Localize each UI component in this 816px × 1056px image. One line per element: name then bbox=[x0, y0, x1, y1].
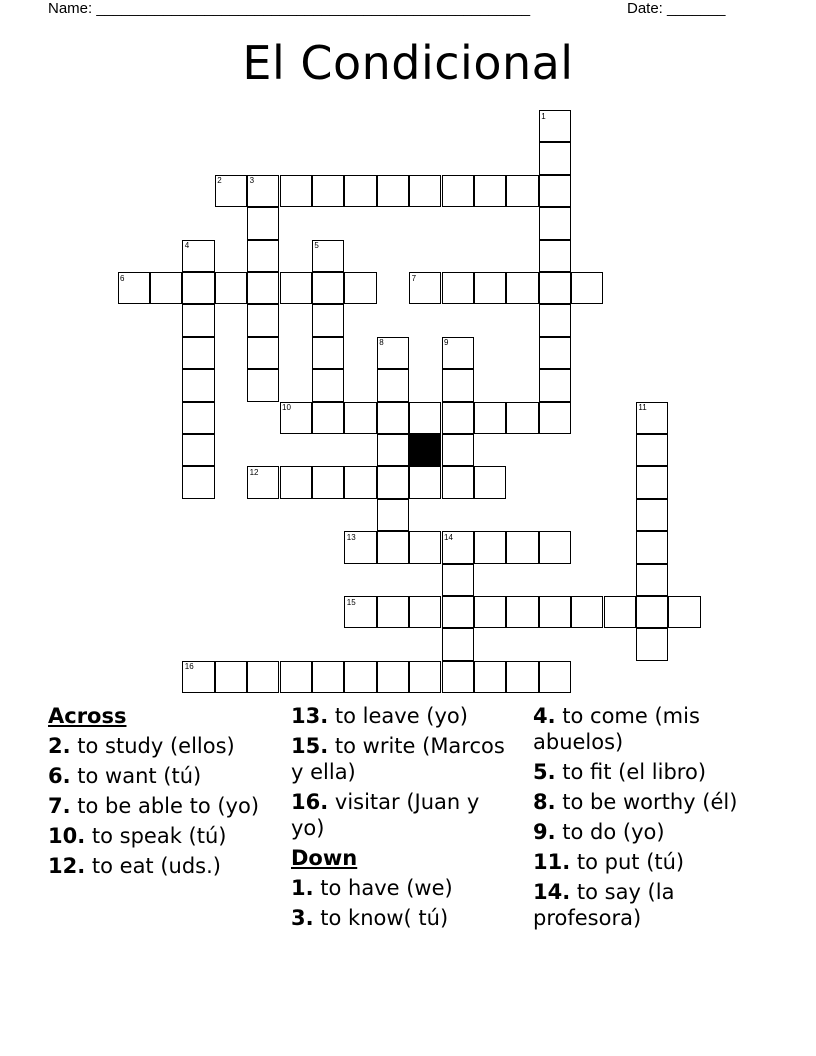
grid-cell[interactable] bbox=[215, 272, 247, 304]
clue-across-15: 15. to write (Marcos y ella) bbox=[291, 734, 505, 784]
grid-cell[interactable] bbox=[182, 434, 214, 466]
across-heading: Across bbox=[48, 704, 127, 728]
grid-cell[interactable] bbox=[312, 402, 344, 434]
grid-cell[interactable] bbox=[409, 531, 441, 563]
grid-cell[interactable] bbox=[636, 499, 668, 531]
clue-down-14: 14. to say (la profesora) bbox=[533, 880, 675, 930]
grid-cell[interactable] bbox=[377, 369, 409, 401]
clue-number-10: 10 bbox=[282, 403, 291, 413]
clue-down-11: 11. to put (tú) bbox=[533, 850, 685, 874]
grid-cell[interactable] bbox=[182, 337, 214, 369]
grid-cell[interactable] bbox=[377, 466, 409, 498]
clue-down-4: 4. to come (mis abuelos) bbox=[533, 704, 700, 754]
grid-cell[interactable] bbox=[474, 175, 506, 207]
grid-cell[interactable] bbox=[636, 628, 668, 660]
grid-cell[interactable] bbox=[668, 596, 700, 628]
grid-cell[interactable] bbox=[474, 596, 506, 628]
grid-cell[interactable] bbox=[182, 466, 214, 498]
grid-cell[interactable] bbox=[182, 369, 214, 401]
clue-down-8: 8. to be worthy (él) bbox=[533, 790, 738, 814]
clue-number-4: 4 bbox=[184, 241, 190, 251]
grid-cell[interactable] bbox=[377, 175, 409, 207]
clues-column-1 bbox=[48, 703, 263, 883]
grid-cell[interactable] bbox=[280, 661, 312, 693]
grid-cell[interactable] bbox=[247, 272, 279, 304]
grid-cell[interactable] bbox=[280, 466, 312, 498]
date-field-label: Date: _______ bbox=[627, 0, 726, 17]
grid-cell[interactable] bbox=[442, 564, 474, 596]
grid-cell[interactable] bbox=[312, 304, 344, 336]
grid-cell[interactable] bbox=[312, 175, 344, 207]
down-heading: Down bbox=[291, 846, 358, 870]
grid-cell[interactable] bbox=[344, 175, 376, 207]
grid-cell[interactable] bbox=[442, 434, 474, 466]
grid-cell[interactable] bbox=[539, 661, 571, 693]
grid-cell[interactable] bbox=[247, 337, 279, 369]
grid-cell[interactable] bbox=[377, 531, 409, 563]
grid-cell[interactable] bbox=[636, 466, 668, 498]
clue-across-6: 6. to want (tú) bbox=[48, 764, 202, 788]
grid-cell[interactable] bbox=[506, 272, 538, 304]
grid-cell[interactable] bbox=[312, 369, 344, 401]
grid-cell[interactable] bbox=[506, 596, 538, 628]
grid-cell[interactable] bbox=[182, 272, 214, 304]
grid-cell[interactable] bbox=[442, 466, 474, 498]
grid-cell[interactable] bbox=[377, 434, 409, 466]
clue-across-16: 16. visitar (Juan y yo) bbox=[291, 790, 480, 840]
grid-cell[interactable] bbox=[442, 628, 474, 660]
clue-number-16: 16 bbox=[184, 662, 194, 672]
grid-cell[interactable] bbox=[539, 240, 571, 272]
clue-across-13: 13. to leave (yo) bbox=[291, 704, 468, 728]
clue-across-12: 12. to eat (uds.) bbox=[48, 854, 221, 878]
grid-cell[interactable] bbox=[247, 240, 279, 272]
clues-column-2 bbox=[291, 703, 511, 935]
grid-cell[interactable] bbox=[506, 531, 538, 563]
grid-cell[interactable] bbox=[442, 175, 474, 207]
grid-cell[interactable] bbox=[636, 564, 668, 596]
clue-number-14: 14 bbox=[444, 532, 453, 542]
grid-cell[interactable] bbox=[344, 466, 376, 498]
grid-cell[interactable] bbox=[280, 175, 312, 207]
grid-cell[interactable] bbox=[474, 402, 506, 434]
grid-cell[interactable] bbox=[506, 661, 538, 693]
clue-number-7: 7 bbox=[411, 273, 417, 283]
grid-cell[interactable] bbox=[506, 175, 538, 207]
grid-cell[interactable] bbox=[571, 272, 603, 304]
clue-across-10: 10. to speak (tú) bbox=[48, 824, 227, 848]
grid-cell[interactable] bbox=[442, 369, 474, 401]
page-title: El Condicional bbox=[242, 36, 574, 90]
grid-cell[interactable] bbox=[636, 531, 668, 563]
grid-cell[interactable] bbox=[474, 466, 506, 498]
grid-cell[interactable] bbox=[150, 272, 182, 304]
name-field-label: Name: ____________________________________________________ bbox=[48, 0, 531, 17]
clue-number-5: 5 bbox=[314, 241, 319, 251]
clue-down-9: 9. to do (yo) bbox=[533, 820, 665, 844]
grid-cell[interactable] bbox=[539, 304, 571, 336]
clue-down-1: 1. to have (we) bbox=[291, 876, 453, 900]
grid-cell[interactable] bbox=[539, 596, 571, 628]
grid-cell[interactable] bbox=[377, 499, 409, 531]
grid-cell[interactable] bbox=[474, 661, 506, 693]
grid-cell[interactable] bbox=[604, 596, 636, 628]
grid-cell[interactable] bbox=[377, 661, 409, 693]
grid-cell[interactable] bbox=[215, 661, 247, 693]
clue-number-11: 11 bbox=[638, 403, 647, 413]
grid-cell[interactable] bbox=[247, 207, 279, 239]
grid-cell[interactable] bbox=[409, 661, 441, 693]
grid-cell[interactable] bbox=[344, 272, 376, 304]
clue-across-7: 7. to be able to (yo) bbox=[48, 794, 260, 818]
grid-cell[interactable] bbox=[539, 207, 571, 239]
clue-number-9: 9 bbox=[444, 338, 449, 348]
grid-cell[interactable] bbox=[247, 304, 279, 336]
grid-cell[interactable] bbox=[539, 369, 571, 401]
grid-cell[interactable] bbox=[474, 531, 506, 563]
grid-cell[interactable] bbox=[312, 272, 344, 304]
grid-cell[interactable] bbox=[409, 175, 441, 207]
clue-down-5: 5. to fit (el libro) bbox=[533, 760, 707, 784]
clue-number-12: 12 bbox=[249, 467, 259, 477]
grid-cell[interactable] bbox=[312, 661, 344, 693]
grid-cell[interactable] bbox=[377, 596, 409, 628]
grid-cell[interactable] bbox=[636, 596, 668, 628]
grid-cell[interactable] bbox=[539, 531, 571, 563]
grid-cell[interactable] bbox=[506, 402, 538, 434]
black-square bbox=[409, 434, 441, 466]
clue-number-1: 1 bbox=[541, 111, 546, 121]
grid-cell[interactable] bbox=[636, 434, 668, 466]
grid-cell[interactable] bbox=[571, 596, 603, 628]
grid-cell[interactable] bbox=[442, 596, 474, 628]
clue-number-13: 13 bbox=[346, 532, 356, 542]
grid-cell[interactable] bbox=[442, 272, 474, 304]
clue-number-2: 2 bbox=[217, 176, 222, 186]
grid-cell[interactable] bbox=[247, 661, 279, 693]
grid-cell[interactable] bbox=[539, 272, 571, 304]
grid-cell[interactable] bbox=[409, 596, 441, 628]
grid-cell[interactable] bbox=[409, 402, 441, 434]
grid-cell[interactable] bbox=[377, 402, 409, 434]
clues-column-3 bbox=[533, 703, 753, 935]
grid-cell[interactable] bbox=[539, 142, 571, 174]
grid-cell[interactable] bbox=[312, 466, 344, 498]
grid-cell[interactable] bbox=[539, 402, 571, 434]
grid-cell[interactable] bbox=[182, 402, 214, 434]
grid-cell[interactable] bbox=[442, 661, 474, 693]
grid-cell[interactable] bbox=[409, 466, 441, 498]
clue-number-3: 3 bbox=[249, 176, 255, 186]
grid-cell[interactable] bbox=[247, 369, 279, 401]
grid-cell[interactable] bbox=[280, 272, 312, 304]
grid-cell[interactable] bbox=[539, 175, 571, 207]
clue-number-6: 6 bbox=[120, 273, 125, 283]
grid-cell[interactable] bbox=[312, 337, 344, 369]
grid-cell[interactable] bbox=[344, 402, 376, 434]
grid-cell[interactable] bbox=[539, 337, 571, 369]
grid-cell[interactable] bbox=[442, 402, 474, 434]
grid-cell[interactable] bbox=[344, 661, 376, 693]
clue-number-8: 8 bbox=[379, 338, 384, 348]
clue-down-3: 3. to know( tú) bbox=[291, 906, 449, 930]
clue-across-2: 2. to study (ellos) bbox=[48, 734, 235, 758]
grid-cell[interactable] bbox=[474, 272, 506, 304]
clue-number-15: 15 bbox=[346, 597, 356, 607]
grid-cell[interactable] bbox=[182, 304, 214, 336]
